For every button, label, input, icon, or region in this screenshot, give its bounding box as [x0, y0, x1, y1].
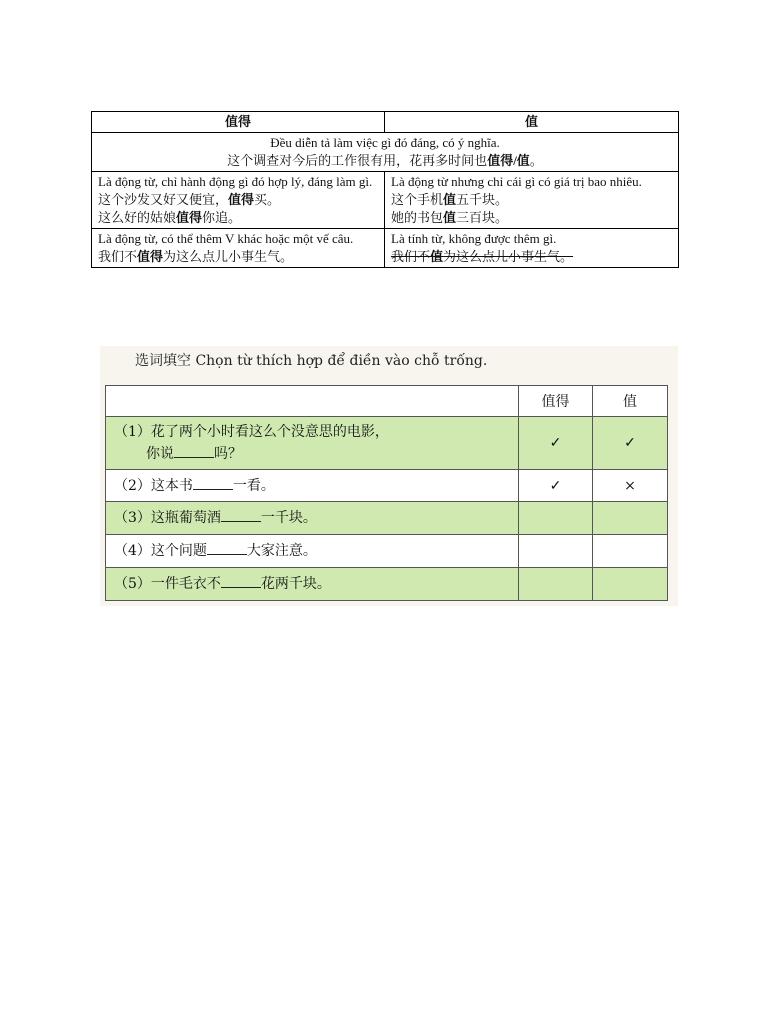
zhi-extension-desc: Là tính từ, không được thêm gì.: [391, 231, 557, 246]
shared-desc: Đều diễn tả làm việc gì đó đáng, có ý nghĩa.: [270, 135, 500, 150]
example-text: 你追。: [202, 210, 242, 225]
answer-zhide-cell[interactable]: ✓: [519, 470, 593, 502]
usage-row-1: [92, 172, 679, 229]
answer-blank[interactable]: [221, 507, 261, 522]
question-text: 大家注意。: [246, 543, 317, 559]
question-line: [114, 443, 510, 465]
exercise-header-zhide: 值得: [519, 386, 593, 417]
grammar-comparison-table: [91, 111, 679, 268]
example-text: 这么好的姑娘: [98, 210, 177, 225]
exercise-header-row: [106, 386, 668, 417]
question-text: 一件毛衣不: [150, 576, 221, 592]
zhide-extension-cell: [92, 229, 385, 268]
question-text: 一千块。: [260, 510, 317, 526]
exercise-row: [106, 568, 668, 601]
example-text: 她的书包: [391, 210, 444, 225]
zhi-example-1: [391, 191, 672, 209]
exercise-question: [106, 568, 519, 601]
question-number: （1）: [114, 424, 151, 440]
exercise-header-zhi: 值: [593, 386, 668, 417]
question-text: 你说: [146, 446, 174, 462]
answer-zhide-cell[interactable]: [519, 502, 593, 535]
exercise-row: [106, 417, 668, 470]
zhide-example-1: [98, 191, 378, 209]
example-keyword: 值得: [176, 210, 203, 225]
exercise-row: [106, 470, 668, 502]
header-row: [92, 112, 679, 133]
exercise-question: [106, 535, 519, 568]
example-text: 五千块。: [456, 192, 509, 207]
answer-blank[interactable]: [221, 573, 261, 588]
example-text: 。: [529, 153, 543, 168]
answer-zhi-cell[interactable]: [593, 535, 668, 568]
example-keyword: 值得: [137, 249, 164, 264]
example-text: 买。: [254, 192, 281, 207]
exercise-title: 选词填空 Chọn từ thích hợp để điền vào chỗ trống.: [135, 353, 488, 369]
zhi-example-2: [391, 209, 672, 227]
example-text: 我们不: [98, 249, 138, 264]
example-text: 这个调查对今后的工作很有用，花再多时间也: [227, 153, 488, 168]
example-keyword: 值得: [228, 192, 255, 207]
question-text: 这个问题: [150, 543, 207, 559]
exercise-question: [106, 470, 519, 502]
example-keyword: 值: [443, 210, 457, 225]
question-text: 吗？: [214, 446, 242, 462]
answer-zhide-cell[interactable]: [519, 568, 593, 601]
exercise-section: [100, 346, 678, 606]
example-text: 这个沙发又好又便宜，: [98, 192, 229, 207]
answer-zhide-cell[interactable]: [519, 535, 593, 568]
example-text: 我们不: [391, 249, 431, 264]
zhide-extension-desc: Là động từ, có thể thêm V khác hoặc một vế câu.: [98, 231, 354, 246]
answer-blank[interactable]: [207, 540, 247, 555]
exercise-question: [106, 502, 519, 535]
answer-blank[interactable]: [193, 475, 233, 490]
zhide-usage-cell: [92, 172, 385, 229]
shared-example: [98, 152, 672, 170]
answer-zhi-cell[interactable]: ✓: [593, 417, 668, 470]
zhide-example-2: [98, 209, 378, 227]
zhi-usage-cell: [385, 172, 679, 229]
zhide-extension-example: [98, 248, 378, 266]
usage-row-2: [92, 229, 679, 268]
zhi-extension-cell: [385, 229, 679, 268]
example-text: 为这么点儿小事生气。: [163, 249, 294, 264]
answer-zhi-cell[interactable]: ×: [593, 470, 668, 502]
question-text: 一看。: [232, 477, 275, 494]
question-text: 花了两个小时看这么个没意思的电影，: [150, 424, 389, 440]
zhide-desc: Là động từ, chỉ hành động gì đó hợp lý, đáng làm gì.: [98, 174, 373, 189]
question-number: （3）: [114, 510, 151, 526]
shared-row: [92, 133, 679, 172]
exercise-table: [105, 385, 668, 601]
header-zhide: 值得: [92, 112, 385, 133]
question-text: 这瓶葡萄酒: [150, 510, 221, 526]
zhi-desc: Là động từ nhưng chỉ cái gì có giá trị bao nhiêu.: [391, 174, 642, 189]
question-number: （2）: [114, 477, 151, 494]
question-text: 花两千块。: [260, 576, 331, 592]
header-zhi: 值: [385, 112, 679, 133]
zhi-wrong-example: [391, 248, 672, 266]
question-line: [114, 421, 510, 443]
answer-zhi-cell[interactable]: [593, 568, 668, 601]
exercise-row: [106, 502, 668, 535]
example-keyword: 值: [430, 249, 444, 264]
example-keyword: 值得/值: [487, 153, 530, 168]
answer-zhide-cell[interactable]: ✓: [519, 417, 593, 470]
exercise-row: [106, 535, 668, 568]
example-text: 为这么点儿小事生气。: [443, 249, 574, 264]
example-keyword: 值: [443, 192, 457, 207]
example-text: 这个手机: [391, 192, 444, 207]
answer-blank[interactable]: [174, 443, 214, 458]
question-number: （4）: [114, 543, 151, 559]
example-text: 三百块。: [456, 210, 509, 225]
answer-zhi-cell[interactable]: [593, 502, 668, 535]
question-text: 这本书: [150, 477, 193, 494]
exercise-header-empty: [106, 386, 519, 417]
question-number: （5）: [114, 576, 151, 592]
shared-cell: [92, 133, 679, 172]
exercise-question: [106, 417, 519, 470]
